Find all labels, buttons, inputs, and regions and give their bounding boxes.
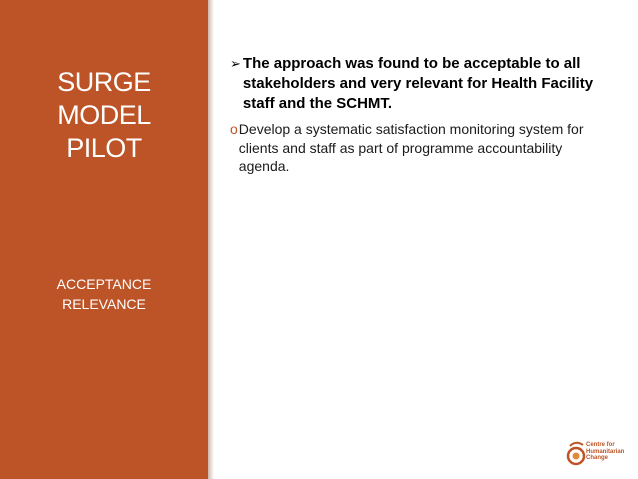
title-line-2: MODEL (57, 100, 151, 130)
bullet-point-sub (230, 120, 600, 176)
logo-line-3: Change (586, 455, 609, 461)
title-line-1: SURGE (57, 67, 151, 97)
bullet-point-main (230, 54, 600, 114)
organization-logo (566, 438, 632, 474)
sidebar-panel (0, 0, 208, 479)
bullet-text-sub: Develop a systematic satisfaction monitoring system for clients and staff as part of programme accountability agenda. (238, 121, 584, 174)
subtitle-line-1: ACCEPTANCE (56, 276, 152, 292)
arrow-bullet-icon: ➢ (230, 56, 241, 71)
logo-line-1: Centre for (586, 442, 615, 448)
slide-title (0, 66, 208, 165)
circle-bullet-icon: o (230, 121, 238, 137)
slide-content (230, 54, 600, 176)
logo-swirl-icon (566, 438, 588, 468)
bullet-text-main: The approach was found to be acceptable to all stakeholders and very relevant for Health Facility staff and the SCHMT. (242, 55, 594, 112)
slide-subtitle (0, 274, 208, 314)
logo-line-2: Humanitarian (586, 448, 625, 455)
subtitle-line-2: RELEVANCE (62, 296, 146, 312)
logo-text (586, 442, 624, 462)
title-line-3: PILOT (66, 133, 142, 163)
